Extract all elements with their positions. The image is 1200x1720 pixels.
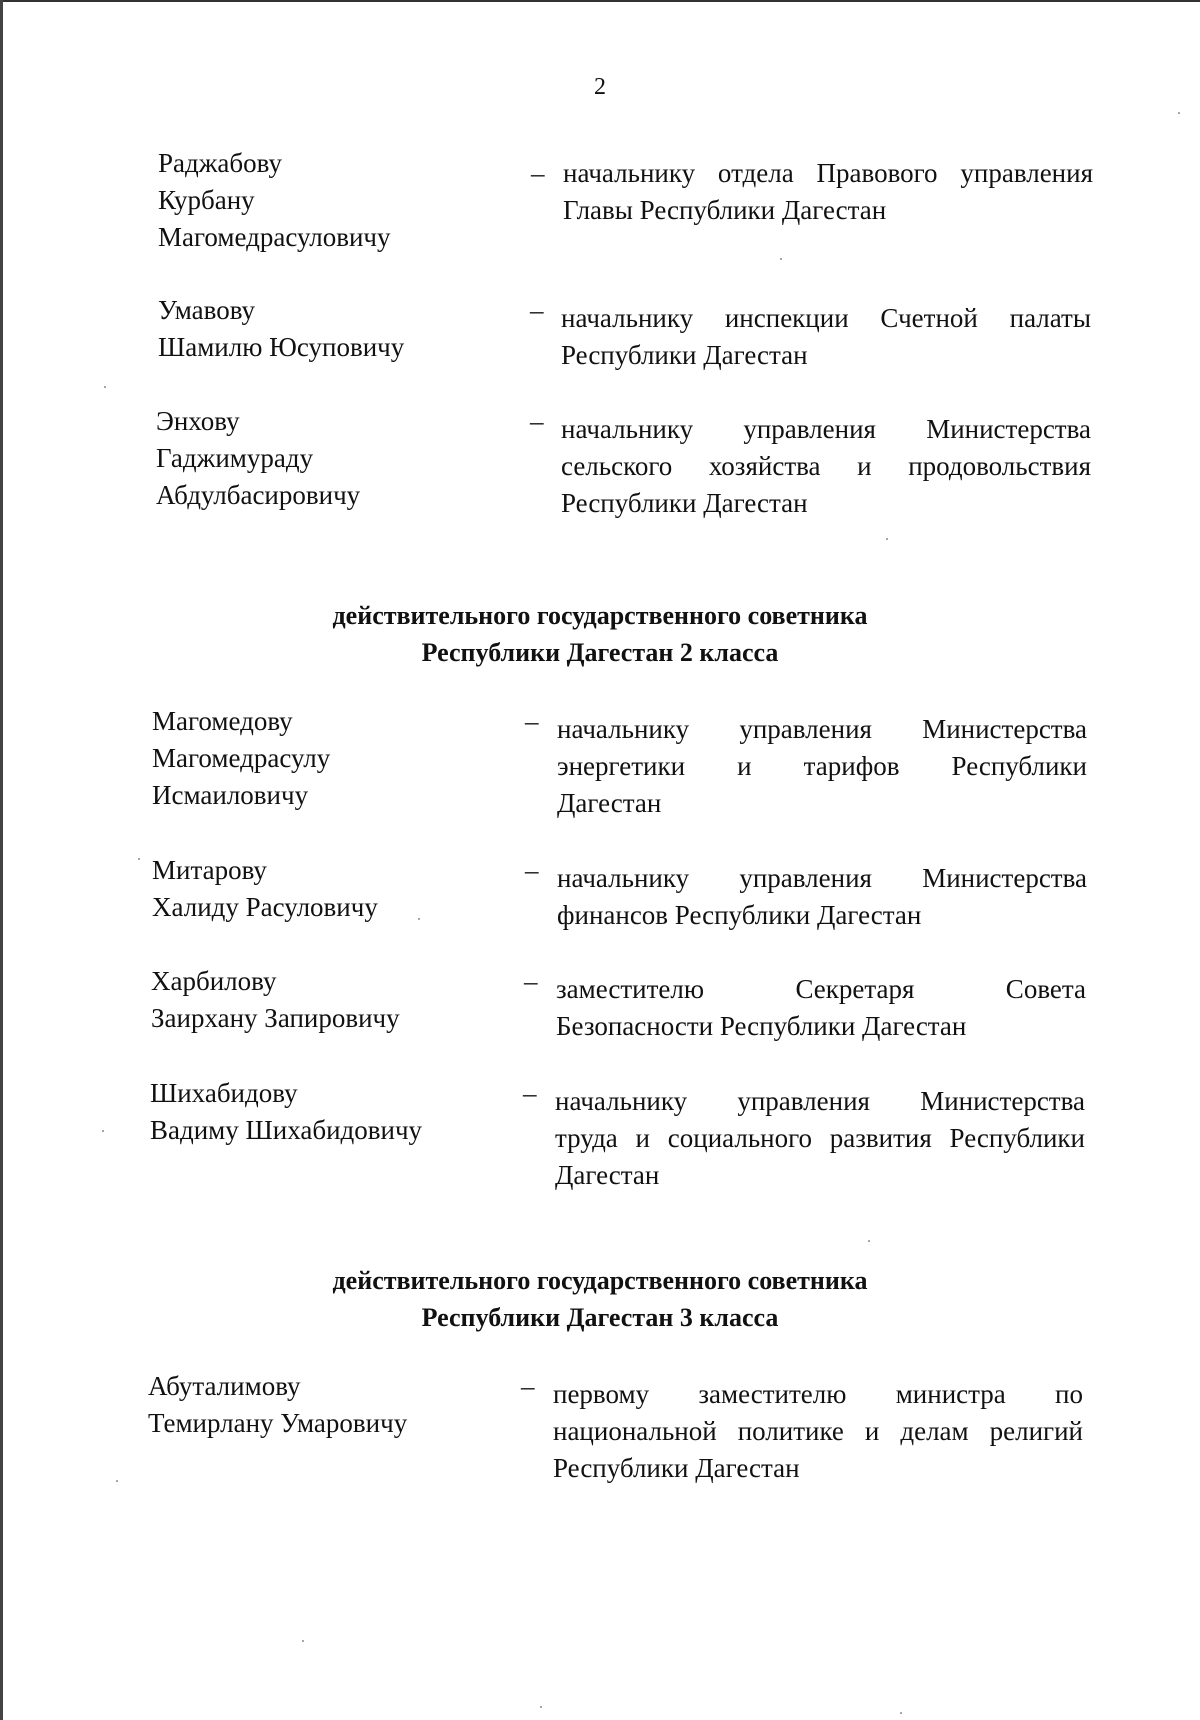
- scan-speck: [104, 386, 106, 388]
- scan-speck: [780, 258, 782, 260]
- recipient-position: [561, 411, 1091, 522]
- name-line: Раджабову: [158, 148, 282, 178]
- scan-speck: [886, 538, 888, 540]
- position-line: начальнику управления Министерства: [557, 863, 1087, 893]
- position-line: Безопасности Республики Дагестан: [556, 1011, 967, 1041]
- position-line: начальнику управления Министерства: [557, 714, 1087, 744]
- heading-line: действительного государственного советника: [332, 1266, 868, 1295]
- dash: –: [531, 158, 545, 188]
- scan-speck: [138, 858, 140, 860]
- position-line: первому заместителю министра по: [553, 1379, 1083, 1409]
- heading-line: действительного государственного советника: [332, 601, 868, 630]
- position-line: Республики Дагестан: [561, 340, 808, 370]
- name-line: Шихабидову: [150, 1078, 298, 1108]
- position-line: Дагестан: [557, 788, 662, 818]
- name-line: Гаджимураду: [156, 443, 314, 473]
- position-line: начальнику управления Министерства: [555, 1086, 1085, 1116]
- dash: –: [525, 855, 539, 885]
- recipient-position: [557, 711, 1087, 822]
- scan-edge-left: [0, 0, 3, 1720]
- heading-line: Республики Дагестан 2 класса: [421, 638, 779, 667]
- recipient-position: [555, 1083, 1085, 1194]
- position-line: Дагестан: [555, 1160, 660, 1190]
- name-line: Харбилову: [151, 966, 277, 996]
- name-line: Абуталимову: [148, 1371, 301, 1401]
- recipient-name: [152, 852, 532, 926]
- position-line: финансов Республики Дагестан: [557, 900, 922, 930]
- position-line: Республики Дагестан: [561, 488, 808, 518]
- name-line: Вадиму Шихабидовичу: [150, 1115, 423, 1145]
- rank-heading-3rd-class: [0, 1262, 1200, 1336]
- scan-speck: [102, 1130, 104, 1132]
- scan-speck: [302, 1640, 304, 1642]
- recipient-name: [148, 1368, 528, 1442]
- recipient-name: [151, 963, 531, 1037]
- position-line: начальнику отдела Правового управления: [563, 158, 1093, 188]
- recipient-position: [553, 1376, 1083, 1487]
- scan-speck: [540, 1706, 542, 1708]
- dash: –: [523, 1078, 537, 1108]
- recipient-name: [158, 292, 538, 366]
- name-line: Халиду Расуловичу: [152, 892, 378, 922]
- dash: –: [530, 406, 544, 436]
- dash: –: [525, 706, 539, 736]
- position-line: национальной политике и делам религий: [553, 1416, 1083, 1446]
- position-line: Республики Дагестан: [553, 1453, 800, 1483]
- name-line: Абдулбасировичу: [156, 480, 361, 510]
- scan-speck: [1178, 112, 1180, 114]
- position-line: Главы Республики Дагестан: [563, 195, 887, 225]
- dash: –: [521, 1371, 535, 1401]
- recipient-name: [150, 1075, 530, 1149]
- recipient-position: [557, 860, 1087, 934]
- scan-edge-top: [0, 0, 1200, 2]
- name-line: Заирхану Запировичу: [151, 1003, 400, 1033]
- position-line: труда и социального развития Республики: [555, 1123, 1085, 1153]
- scan-speck: [418, 918, 420, 920]
- scan-speck: [868, 1240, 870, 1242]
- recipient-name: [158, 145, 538, 256]
- name-line: Энхову: [156, 406, 240, 436]
- dash: –: [524, 966, 538, 996]
- page-number: 2: [594, 74, 606, 100]
- position-line: начальнику управления Министерства: [561, 414, 1091, 444]
- name-line: Умавову: [158, 295, 256, 325]
- recipient-position: [561, 300, 1091, 374]
- dash: –: [530, 295, 544, 325]
- name-line: Курбану: [158, 185, 255, 215]
- scan-speck: [900, 1712, 902, 1714]
- name-line: Исмаиловичу: [152, 780, 309, 810]
- heading-line: Республики Дагестан 3 класса: [421, 1303, 779, 1332]
- position-line: сельского хозяйства и продовольствия: [561, 451, 1091, 481]
- position-line: начальнику инспекции Счетной палаты: [561, 303, 1091, 333]
- position-line: энергетики и тарифов Республики: [557, 751, 1087, 781]
- recipient-position: [563, 155, 1093, 229]
- scan-speck: [116, 1480, 118, 1482]
- name-line: Магомедрасуловичу: [158, 222, 391, 252]
- recipient-name: [156, 403, 536, 514]
- recipient-name: [152, 703, 532, 814]
- name-line: Темирлану Умаровичу: [148, 1408, 408, 1438]
- recipient-position: [556, 971, 1086, 1045]
- name-line: Магомедову: [152, 706, 293, 736]
- rank-heading-2nd-class: [0, 597, 1200, 671]
- name-line: Митарову: [152, 855, 267, 885]
- position-line: заместителю Секретаря Совета: [556, 974, 1086, 1004]
- name-line: Магомедрасулу: [152, 743, 331, 773]
- name-line: Шамилю Юсуповичу: [158, 332, 405, 362]
